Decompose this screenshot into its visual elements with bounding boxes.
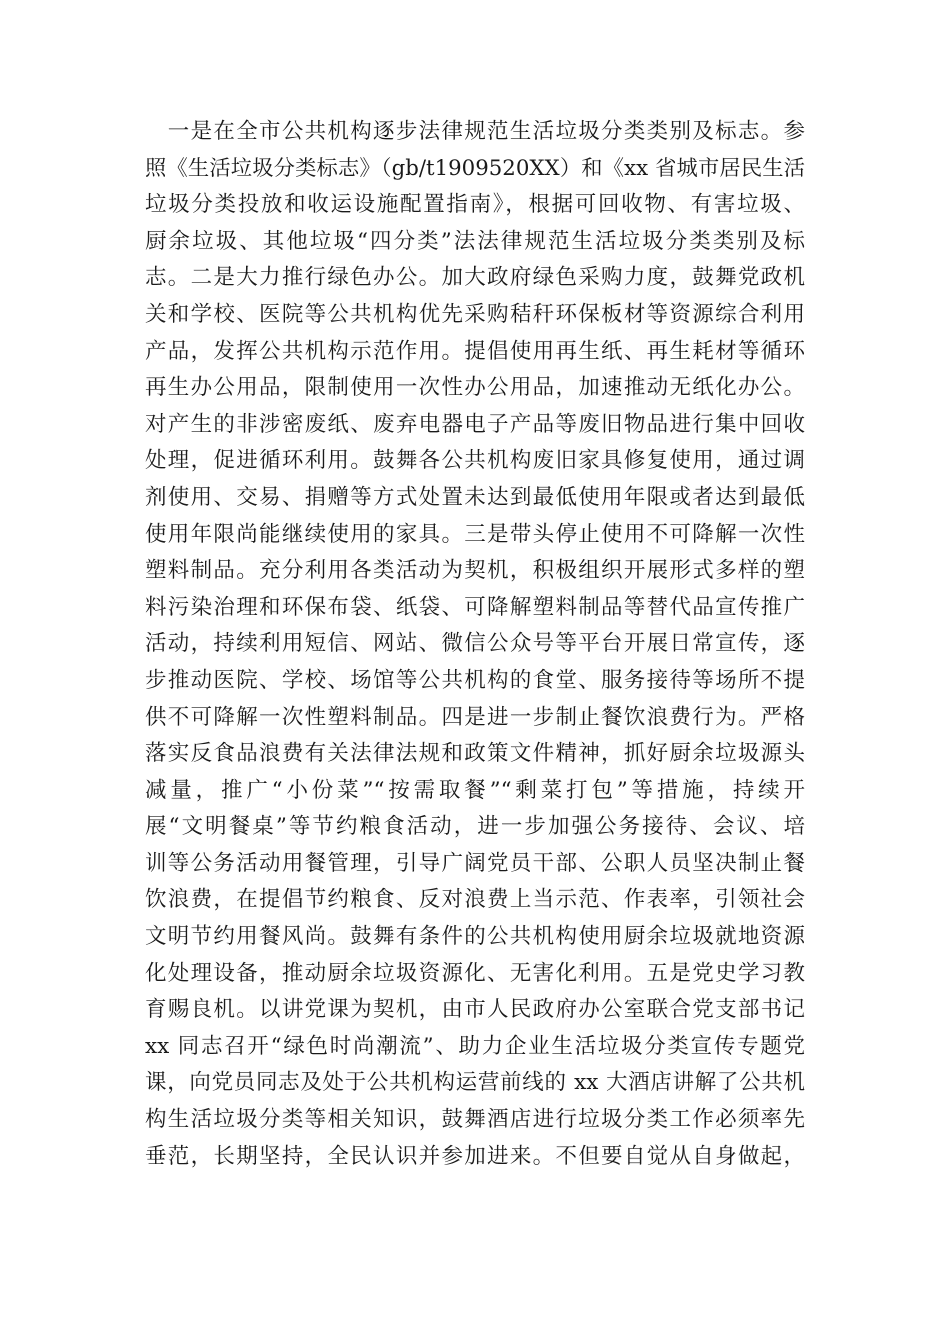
text-line: 构生活垃圾分类等相关知识，鼓舞酒店进行垃圾分类工作必须率先 bbox=[145, 1107, 805, 1133]
text-line: 落实反食品浪费有关法律法规和政策文件精神，抓好厨余垃圾源头 bbox=[145, 741, 805, 767]
body-paragraph bbox=[145, 114, 805, 1175]
text-line: 饮浪费，在提倡节约粮食、反对浪费上当示范、作表率，引领社会 bbox=[145, 887, 805, 913]
text-line: 活动，持续利用短信、网站、微信公众号等平台开展日常宣传，逐 bbox=[145, 631, 805, 657]
text-line: xx 同志召开“绿色时尚潮流”、助力企业生活垃圾分类宣传专题党 bbox=[145, 1033, 805, 1059]
text-line: 处理，促进循环利用。鼓舞各公共机构废旧家具修复使用，通过调 bbox=[145, 448, 805, 474]
text-line: 对产生的非涉密废纸、废弃电器电子产品等废旧物品进行集中回收 bbox=[145, 411, 805, 437]
text-line: 关和学校、医院等公共机构优先采购秸秆环保板材等资源综合利用 bbox=[145, 301, 805, 327]
text-line: 育赐良机。以讲党课为契机，由市人民政府办公室联合党支部书记 bbox=[145, 997, 805, 1023]
text-line: 产品，发挥公共机构示范作用。提倡使用再生纸、再生耗材等循环 bbox=[145, 338, 805, 364]
text-line: 料污染治理和环保布袋、纸袋、可降解塑料制品等替代品宣传推广 bbox=[145, 594, 805, 620]
text-line: 减量，推广“小份菜”“按需取餐”“剩菜打包”等措施，持续开 bbox=[145, 777, 805, 803]
text-line: 照《生活垃圾分类标志》（gb/t1909520XX）和《xx 省城市居民生活 bbox=[145, 155, 805, 181]
text-line: 垂范，长期坚持，全民认识并参加进来。不但要自觉从自身做起， bbox=[145, 1143, 805, 1169]
text-line: 文明节约用餐风尚。鼓舞有条件的公共机构使用厨余垃圾就地资源 bbox=[145, 924, 805, 950]
text-line: 展“文明餐桌”等节约粮食活动，进一步加强公务接待、会议、培 bbox=[145, 814, 805, 840]
text-line: 再生办公用品，限制使用一次性办公用品，加速推动无纸化办公。 bbox=[145, 375, 805, 401]
text-line: 厨余垃圾、其他垃圾“四分类”法法律规范生活垃圾分类类别及标 bbox=[145, 228, 805, 254]
text-line: 课，向党员同志及处于公共机构运营前线的 xx 大酒店讲解了公共机 bbox=[145, 1070, 805, 1096]
text-line: 步推动医院、学校、场馆等公共机构的食堂、服务接待等场所不提 bbox=[145, 667, 805, 693]
text-line: 塑料制品。充分利用各类活动为契机，积极组织开展形式多样的塑 bbox=[145, 558, 805, 584]
text-line: 剂使用、交易、捐赠等方式处置未达到最低使用年限或者达到最低 bbox=[145, 484, 805, 510]
text-line: 化处理设备，推动厨余垃圾资源化、无害化利用。五是党史学习教 bbox=[145, 960, 805, 986]
text-line: 志。二是大力推行绿色办公。加大政府绿色采购力度，鼓舞党政机 bbox=[145, 265, 805, 291]
text-line: 训等公务活动用餐管理，引导广阔党员干部、公职人员坚决制止餐 bbox=[145, 850, 805, 876]
text-line: 一是在全市公共机构逐步法律规范生活垃圾分类类别及标志。参 bbox=[145, 119, 805, 144]
text-line: 垃圾分类投放和收运设施配置指南》，根据可回收物、有害垃圾、 bbox=[145, 192, 805, 218]
text-line: 供不可降解一次性塑料制品。四是进一步制止餐饮浪费行为。严格 bbox=[145, 704, 805, 730]
text-line: 使用年限尚能继续使用的家具。三是带头停止使用不可降解一次性 bbox=[145, 521, 805, 547]
